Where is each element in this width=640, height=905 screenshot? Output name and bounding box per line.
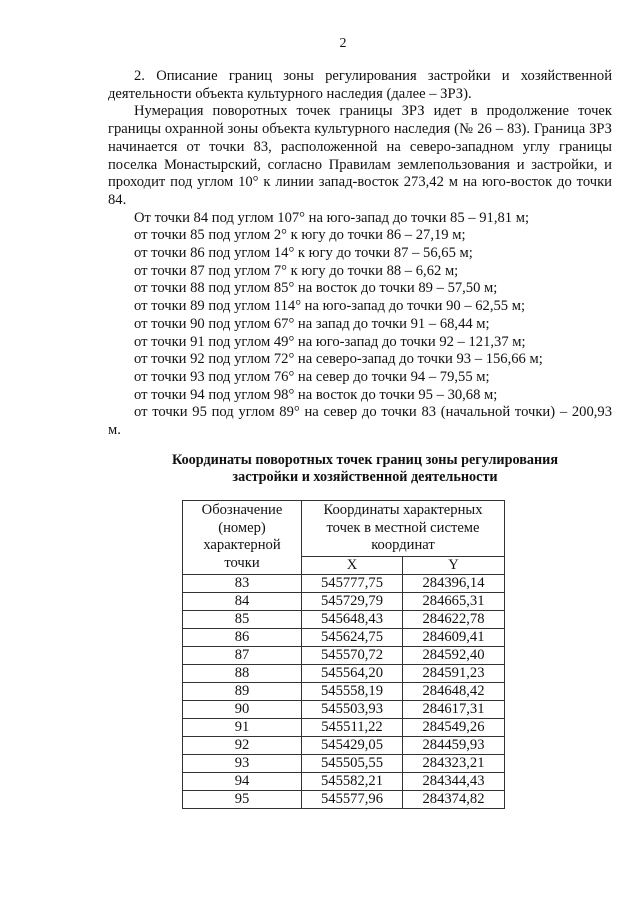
cell-y: 284396,14: [403, 574, 505, 592]
cell-y: 284592,40: [403, 646, 505, 664]
boundary-segment: от точки 90 под углом 67° на запад до точки 91 – 68,44 м;: [134, 315, 490, 332]
boundary-segment: от точки 93 под углом 76° на север до точки 94 – 79,55 м;: [134, 368, 490, 385]
cell-x: 545564,20: [302, 664, 403, 682]
cell-x: 545624,75: [302, 628, 403, 646]
table-row: [183, 664, 505, 682]
table-title: Координаты поворотных точек границ зоны регулирования застройки и хозяйственной деятельности: [172, 452, 558, 485]
cell-point: 95: [183, 790, 302, 808]
cell-x: 545503,93: [302, 700, 403, 718]
boundary-segment: от точки 92 под углом 72° на северо-запад до точки 93 – 156,66 м;: [134, 351, 543, 368]
cell-x: 545570,72: [302, 646, 403, 664]
cell-y: 284617,31: [403, 700, 505, 718]
table-row: [183, 754, 505, 772]
cell-point: 86: [183, 628, 302, 646]
cell-point: 87: [183, 646, 302, 664]
cell-y: 284323,21: [403, 754, 505, 772]
cell-point: 93: [183, 754, 302, 772]
cell-point: 89: [183, 682, 302, 700]
table-row: [183, 610, 505, 628]
boundary-segment: от точки 89 под углом 114° на юго-запад до точки 90 – 62,55 м;: [134, 298, 526, 315]
table-row: [183, 574, 505, 592]
table-row: [183, 592, 505, 610]
cell-x: 545577,96: [302, 790, 403, 808]
cell-y: 284344,43: [403, 772, 505, 790]
cell-point: 84: [183, 592, 302, 610]
paragraph: 2. Описание границ зоны регулирования застройки и хозяйственной деятельности объекта культурного наследия (далее – ЗРЗ).: [108, 68, 612, 102]
cell-point: 83: [183, 574, 302, 592]
body-text: [108, 68, 612, 440]
paragraph: Нумерация поворотных точек границы ЗРЗ идет в продолжение точек границы охранной зоны объекта культурного наследия (№ 26 – 83). Граница ЗРЗ начинается от точки 83, расположенной на северо-западном углу границы поселка Монастырский, согласно Правилам землепользования и застройки, и проходит под углом 10° к линии запад-восток 273,42 м на юго-восток до точки 84.: [108, 103, 612, 208]
cell-x: 545648,43: [302, 610, 403, 628]
header-coords: Координаты характерных точек в местной системе координат: [302, 501, 505, 557]
cell-y: 284591,23: [403, 664, 505, 682]
cell-point: 85: [183, 610, 302, 628]
boundary-segment: от точки 85 под углом 2° к югу до точки 86 – 27,19 м;: [134, 227, 466, 244]
cell-point: 92: [183, 736, 302, 754]
table-row: [183, 682, 505, 700]
cell-x: 545558,19: [302, 682, 403, 700]
header-x: X: [302, 556, 403, 574]
cell-y: 284374,82: [403, 790, 505, 808]
boundary-segment: от точки 86 под углом 14° к югу до точки 87 – 56,65 м;: [134, 245, 473, 262]
coordinates-table: [182, 500, 505, 809]
cell-point: 91: [183, 718, 302, 736]
table-row: [183, 718, 505, 736]
cell-y: 284459,93: [403, 736, 505, 754]
cell-y: 284609,41: [403, 628, 505, 646]
table-row: [183, 736, 505, 754]
cell-y: 284648,42: [403, 682, 505, 700]
table-row: [183, 628, 505, 646]
cell-y: 284622,78: [403, 610, 505, 628]
cell-point: 90: [183, 700, 302, 718]
page-number: 2: [339, 36, 347, 51]
boundary-segment: От точки 84 под углом 107° на юго-запад до точки 85 – 91,81 м;: [134, 209, 530, 226]
boundary-segment: от точки 91 под углом 49° на юго-запад до точки 92 – 121,37 м;: [134, 333, 526, 350]
boundary-segment: от точки 87 под углом 7° к югу до точки 88 – 6,62 м;: [134, 262, 459, 279]
cell-y: 284549,26: [403, 718, 505, 736]
cell-x: 545582,21: [302, 772, 403, 790]
boundary-segment: от точки 88 под углом 85° на восток до точки 89 – 57,50 м;: [134, 280, 498, 297]
cell-x: 545729,79: [302, 592, 403, 610]
table-row: [183, 790, 505, 808]
header-y: Y: [403, 556, 505, 574]
cell-point: 94: [183, 772, 302, 790]
table-row: [183, 646, 505, 664]
cell-x: 545505,55: [302, 754, 403, 772]
table-row: [183, 700, 505, 718]
cell-y: 284665,31: [403, 592, 505, 610]
cell-x: 545511,22: [302, 718, 403, 736]
table-row: [183, 772, 505, 790]
boundary-segment: от точки 94 под углом 98° на восток до точки 95 – 30,68 м;: [134, 386, 498, 403]
header-point: Обозначение (номер) характерной точки: [183, 501, 302, 575]
boundary-segment: от точки 95 под углом 89° на север до точки 83 (начальной точки) – 200,93 м.: [108, 404, 612, 439]
cell-point: 88: [183, 664, 302, 682]
cell-x: 545777,75: [302, 574, 403, 592]
cell-x: 545429,05: [302, 736, 403, 754]
